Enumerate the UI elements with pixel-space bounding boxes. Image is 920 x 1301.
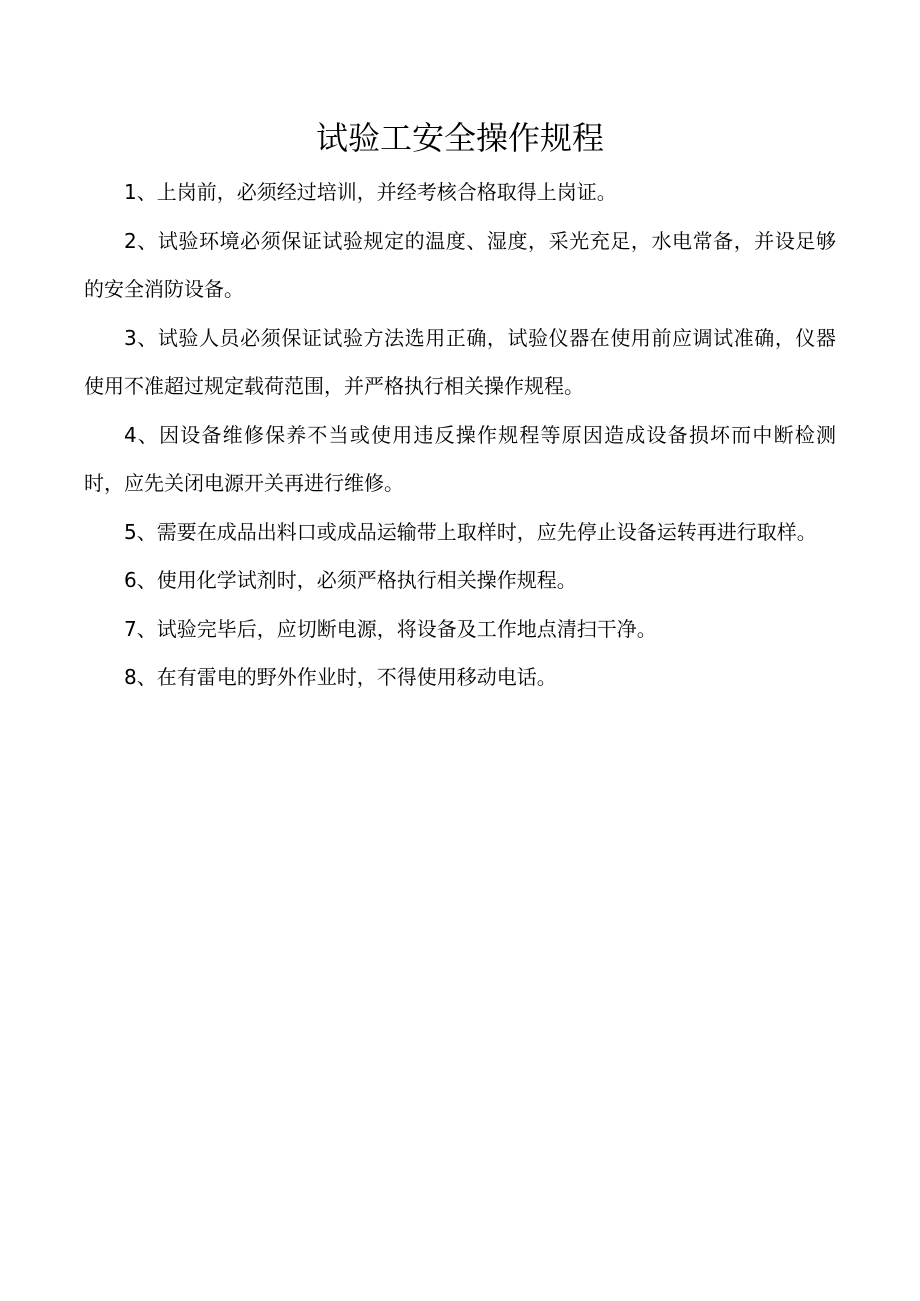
rule-paragraph-2: 2、试验环境必须保证试验规定的温度、湿度，采光充足，水电常备，并设足够的安全消防设备。 [84,228,836,301]
document-title: 试验工安全操作规程 [315,119,604,157]
rule-paragraph-1: 1、上岗前，必须经过培训，并经考核合格取得上岗证。 [124,180,617,204]
rule-paragraph-3: 3、试验人员必须保证试验方法选用正确，试验仪器在使用前应调试准确，仪器使用不准超过规定载荷范围，并严格执行相关操作规程。 [84,325,836,398]
document-body [84,168,836,702]
rule-paragraph-7: 7、试验完毕后，应切断电源，将设备及工作地点清扫干净。 [124,616,657,641]
rule-paragraph-5: 5、需要在成品出料口或成品运输带上取样时，应先停止设备运转再进行取样。 [124,519,817,544]
rule-paragraph-8: 8、在有雷电的野外作业时，不得使用移动电话。 [124,665,557,689]
rule-paragraph-4: 4、因设备维修保养不当或使用违反操作规程等原因造成设备损坏而中断检测时，应先关闭电源开关再进行维修。 [84,422,836,495]
rule-paragraph-6: 6、使用化学试剂时，必须严格执行相关操作规程。 [124,568,577,592]
